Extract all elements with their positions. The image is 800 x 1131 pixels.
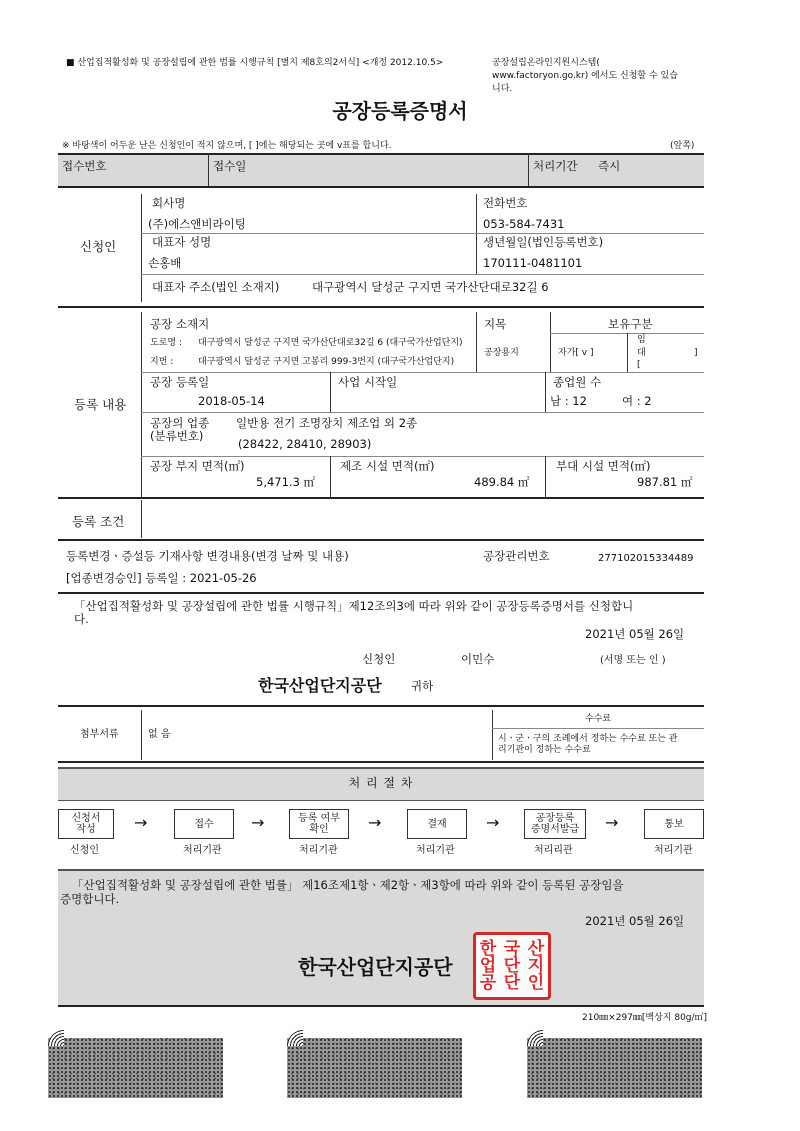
changes-bottom-rule (58, 592, 704, 594)
registration-row-rule-1 (141, 372, 704, 373)
attachments-divider (141, 710, 142, 760)
land-category-value: 공장용지 (484, 348, 519, 358)
site-area-label: 공장 부지 면적(㎡) (150, 459, 245, 473)
address-value: 대구광역시 달성군 구지면 국가산단대로32길 6 (312, 280, 549, 294)
online-system-note-1: 공장설립온라인지원시스템( (492, 58, 600, 68)
paper-size-note: 210㎜×297㎜[백상지 80g/㎡] (582, 1013, 708, 1023)
registration-bottom-rule (58, 497, 704, 499)
security-barcode (287, 1038, 462, 1098)
mfg-area-label: 제조 시설 면적(㎡) (340, 459, 435, 473)
receipt-divider-2 (528, 153, 529, 186)
page-side-label: (앞쪽) (670, 141, 695, 151)
step-3-label-2: 확인 (309, 824, 329, 835)
changes-label: 등록변경ㆍ증설등 기재사항 변경내용(변경 날짜 및 내용) (66, 549, 349, 563)
employees-female: 여 : 2 (622, 394, 652, 408)
step-4-actor: 처리기관 (416, 845, 455, 856)
registration-row-rule-2 (141, 412, 704, 413)
certification-text-2: 증명합니다. (60, 892, 120, 906)
employees-label: 종업원 수 (553, 375, 602, 389)
land-category-divider (476, 312, 477, 372)
fee-rule (492, 728, 704, 729)
aux-area-divider (545, 456, 546, 497)
biz-start-divider (330, 372, 331, 412)
registration-divider (141, 312, 142, 497)
phone-label: 전화번호 (483, 196, 528, 210)
site-area-value: 5,471.3 ㎡ (256, 475, 316, 489)
step-1-label-2: 작성 (76, 824, 96, 835)
step-5-label-1: 공장등록 (535, 813, 575, 824)
ownership-rent-4: ] (694, 348, 698, 358)
receipt-divider-1 (208, 153, 209, 186)
arrow-right-icon: → (486, 813, 500, 832)
birth-reg-value: 170111-0481101 (483, 256, 583, 270)
declaration-text-2: 다. (74, 612, 89, 626)
processing-period-label: 처리기간 (533, 159, 578, 173)
mfg-area-value: 489.84 ㎡ (474, 475, 530, 489)
step-3-label-1: 등록 여부 (298, 813, 340, 824)
arrow-right-icon: → (368, 813, 382, 832)
receipt-bottom-rule (58, 186, 704, 188)
processing-period-value: 즉시 (598, 159, 621, 173)
applicant-signature-name: 이민수 (461, 652, 495, 666)
representative-label: 대표자 성명 (152, 235, 212, 249)
registration-date-value: 2018-05-14 (198, 394, 265, 408)
step-2-label-1: 접수 (194, 818, 214, 830)
mfg-area-divider (330, 456, 331, 497)
registration-date-label: 공장 등록일 (150, 375, 210, 389)
step-2-actor: 처리기관 (183, 845, 222, 856)
seal-char: 단 (503, 955, 521, 976)
applicant-section-label: 신청인 (80, 239, 117, 254)
phone-value: 053-584-7431 (483, 217, 565, 231)
applicant-mid-divider (476, 194, 477, 274)
address-label: 대표자 주소(법인 소재지) (152, 280, 280, 294)
road-address-label: 도로명 : (150, 338, 182, 348)
aux-area-value: 987.81 ㎡ (637, 475, 693, 489)
certification-text-1: 「산업집적활성화 및 공장설립에 관한 법률」 제16조제1항ㆍ제2항ㆍ제3항에 따라 위와 같이 등록된 공장임을 (72, 878, 624, 892)
seal-char: 한 (479, 938, 497, 959)
recipient-name: 한국산업단지공단 (258, 676, 382, 695)
employees-male: 남 : 12 (550, 394, 587, 408)
law-reference-note: ■ 산업집적활성화 및 공장설립에 관한 법률 시행규칙 [별지 제8호의2서식] <개정 2012.10.5> (66, 58, 444, 68)
official-seal (473, 932, 551, 1000)
ownership-own: 자가[ v ] (558, 348, 594, 358)
online-system-note-3: 니다. (492, 84, 513, 94)
company-name-label: 회사명 (152, 196, 186, 210)
industry-label-1: 공장의 업종 (150, 416, 210, 430)
page-title: 공장등록증명서 (332, 99, 468, 123)
fee-label: 수수료 (585, 714, 612, 724)
instruction-note: ※ 바탕색이 어두운 난은 신청인이 적지 않으며, [ ]에는 해당되는 곳에 v표를 합니다. (62, 141, 392, 151)
fee-text-2: 리기관이 정하는 수수료 (498, 745, 591, 755)
industry-codes: (28422, 28410, 28903) (238, 437, 372, 451)
certification-date: 2021년 05월 26일 (585, 914, 685, 928)
seal-char: 국 (503, 938, 521, 959)
step-3-box (289, 809, 349, 839)
changes-entry: [업종변경승인] 등록일 : 2021-05-26 (66, 571, 257, 585)
ownership-rent-1: 임 (637, 335, 646, 345)
recipient-honorific: 귀하 (411, 679, 434, 693)
management-number-label: 공장관리번호 (483, 549, 550, 563)
representative-value: 손홍배 (148, 256, 182, 270)
procedure-title: 처 리 절 차 (348, 776, 414, 790)
ownership-split (627, 333, 628, 372)
declaration-bottom-rule (58, 705, 704, 707)
seal-char: 단 (503, 972, 521, 993)
step-6-label-1: 통보 (664, 818, 684, 830)
conditions-label: 등록 조건 (72, 514, 125, 529)
seal-char: 인 (527, 972, 545, 993)
birth-reg-label: 생년월일(법인등록번호) (483, 235, 604, 249)
arrow-right-icon: → (134, 813, 148, 832)
lot-address-label: 지번 : (150, 357, 174, 367)
industry-label-2: (분류번호) (150, 429, 204, 443)
registration-row-rule-3 (141, 456, 704, 457)
step-4-label-1: 결재 (427, 818, 447, 830)
step-6-actor: 처리기관 (654, 845, 693, 856)
industry-value: 일반용 전기 조명장치 제조업 외 2종 (236, 416, 418, 430)
seal-char: 지 (527, 955, 545, 976)
conditions-divider (141, 500, 142, 538)
seal-char: 공 (479, 972, 497, 993)
step-6-box (644, 809, 704, 839)
fee-text-1: 시ㆍ군ㆍ구의 조례에서 정하는 수수료 또는 관 (498, 734, 678, 744)
certification-bottom-rule (58, 1005, 704, 1007)
top-rule (58, 153, 704, 155)
road-address-value: 대구광역시 달성군 구지면 국가산단대로32길 6 (대구국가산업단지) (198, 338, 463, 348)
aux-area-label: 부대 시설 면적(㎡) (556, 459, 651, 473)
step-1-label-1: 신청서 (71, 813, 101, 824)
seal-char: 업 (479, 955, 497, 976)
signature-note: (서명 또는 인 ) (600, 655, 666, 666)
receipt-number-label: 접수번호 (62, 159, 107, 173)
applicant-signature-label: 신청인 (362, 652, 396, 666)
step-1-actor: 신청인 (70, 845, 99, 856)
issuer-name: 한국산업단지공단 (298, 955, 453, 979)
ownership-divider (550, 312, 551, 372)
attachments-label: 첨부서류 (80, 729, 119, 740)
applicant-bottom-rule (58, 306, 704, 308)
ownership-label: 보유구분 (608, 317, 653, 331)
step-5-label-2: 증명서발급 (530, 824, 580, 835)
applicant-divider (141, 194, 142, 302)
declaration-text-1: 「산업집적활성화 및 공장설립에 관한 법률 시행규칙」제12조의3에 따라 위와 같이 공장등록증명서를 신청합니 (74, 599, 634, 613)
factory-location-label: 공장 소재지 (150, 317, 210, 331)
ownership-rent-2: 대 (637, 348, 646, 358)
conditions-bottom-rule (58, 539, 704, 541)
receipt-date-label: 접수일 (213, 159, 247, 173)
step-1-box (58, 809, 114, 839)
step-3-actor: 처리기관 (299, 845, 338, 856)
business-start-label: 사업 시작일 (338, 375, 398, 389)
seal-char: 산 (527, 938, 545, 959)
step-5-actor: 처리리관 (534, 845, 573, 856)
declaration-date: 2021년 05월 26일 (585, 627, 685, 641)
land-category-label: 지목 (484, 317, 507, 331)
management-number-value: 277102015334489 (598, 553, 694, 564)
step-4-box (407, 809, 467, 839)
arrow-right-icon: → (605, 813, 619, 832)
registration-section-label: 등록 내용 (74, 397, 127, 412)
ownership-rent-3: [ (637, 360, 641, 370)
step-2-box (174, 809, 234, 839)
security-barcode (48, 1038, 223, 1098)
lot-address-value: 대구광역시 달성군 구지면 고봉리 999-3번지 (대구국가산업단지) (198, 357, 455, 367)
employees-divider (545, 372, 546, 412)
fee-divider (492, 710, 493, 760)
security-barcode (527, 1038, 702, 1098)
step-5-box (524, 809, 586, 839)
applicant-row-rule-2 (141, 274, 704, 275)
online-system-note-2: www.factoryon.go.kr) 에서도 신청할 수 있습 (492, 71, 678, 81)
company-name-value: (주)에스앤비라이팅 (148, 217, 246, 231)
applicant-row-rule-1 (141, 233, 704, 234)
attachments-bottom-rule (58, 761, 704, 763)
attachments-value: 없 음 (148, 729, 171, 740)
arrow-right-icon: → (251, 813, 265, 832)
